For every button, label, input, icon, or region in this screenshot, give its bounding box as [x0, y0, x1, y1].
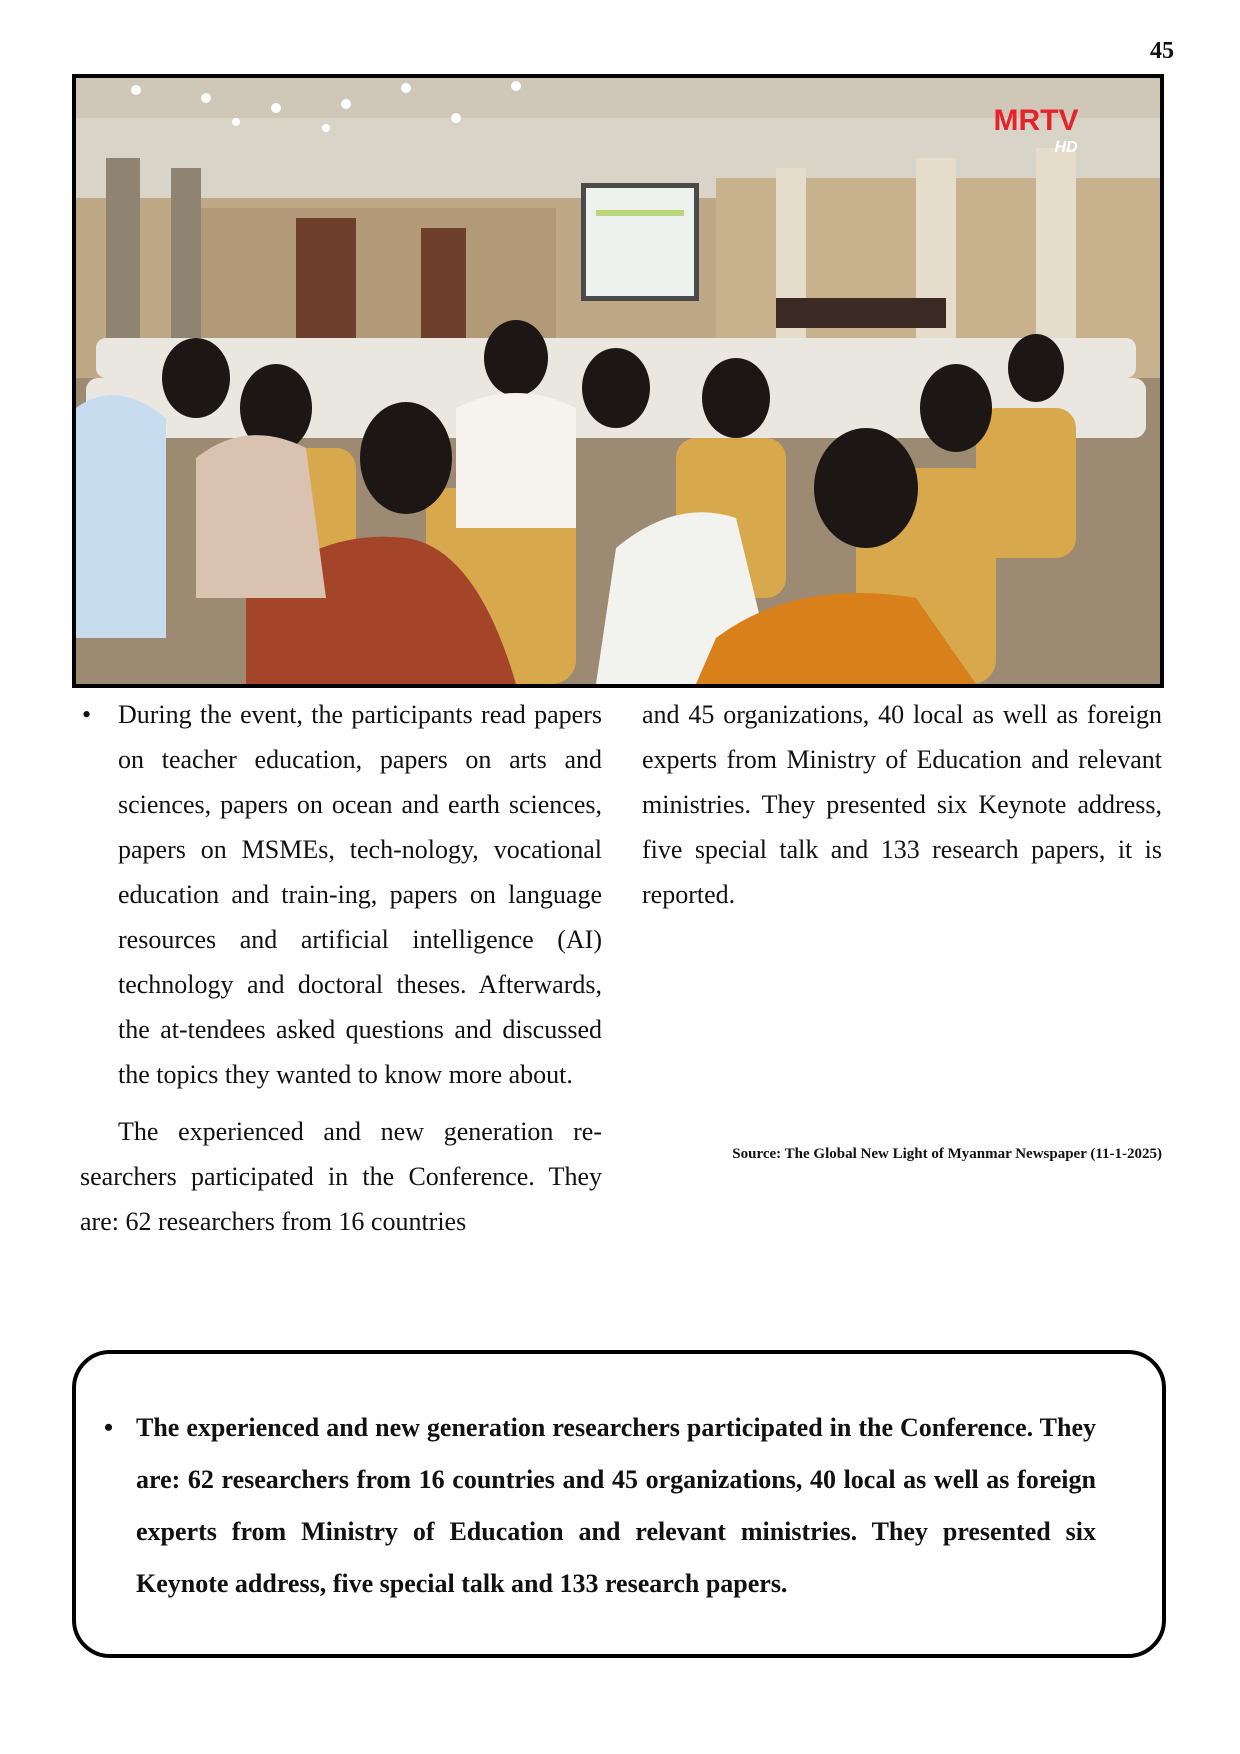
bullet-icon: • — [82, 700, 92, 729]
source-citation: Source: The Global New Light of Myanmar Newspaper (11-1-2025) — [732, 1146, 1162, 1162]
body-paragraph: The experienced and new generation re-searchers participated in the Conference. They are: 62 researchers from 16 countries — [80, 1117, 602, 1236]
conference-photo — [72, 74, 1164, 688]
left-column — [80, 692, 602, 1244]
bullet-icon: • — [104, 1413, 114, 1442]
summary-text-block — [104, 1402, 1096, 1610]
body-paragraph-continued: and 45 organizations, 40 local as well as foreign experts from Ministry of Education and relevant ministries. They presented six Keynote address, five special talk and 133 research papers, it is reported. — [642, 700, 1162, 909]
page-number: 45 — [1150, 38, 1174, 64]
conference-hall-illustration — [76, 78, 1160, 684]
right-column — [642, 692, 1162, 917]
summary-text: The experienced and new generation researchers participated in the Conference. They are: 62 researchers from 16 countries and 45 organizations, 40 local as well as foreign experts from Ministry of Education and relevant ministries. They presented six Keynote address, five special talk and 133 research papers. — [136, 1413, 1096, 1598]
bullet-text: During the event, the participants read papers on teacher education, papers on arts and sciences, papers on ocean and earth sciences, papers on MSMEs, tech-nology, vocational education and train-ing, papers on language resources and artificial intelligence (AI) technology and doctoral theses. Afterwards, the at-tendees asked questions and discussed the topics they wanted to know more about. — [118, 700, 602, 1089]
tv-logo-hd: HD — [1054, 139, 1078, 156]
bullet-paragraph — [80, 692, 602, 1097]
summary-box — [72, 1350, 1166, 1658]
tv-logo: MRTV — [993, 104, 1079, 137]
